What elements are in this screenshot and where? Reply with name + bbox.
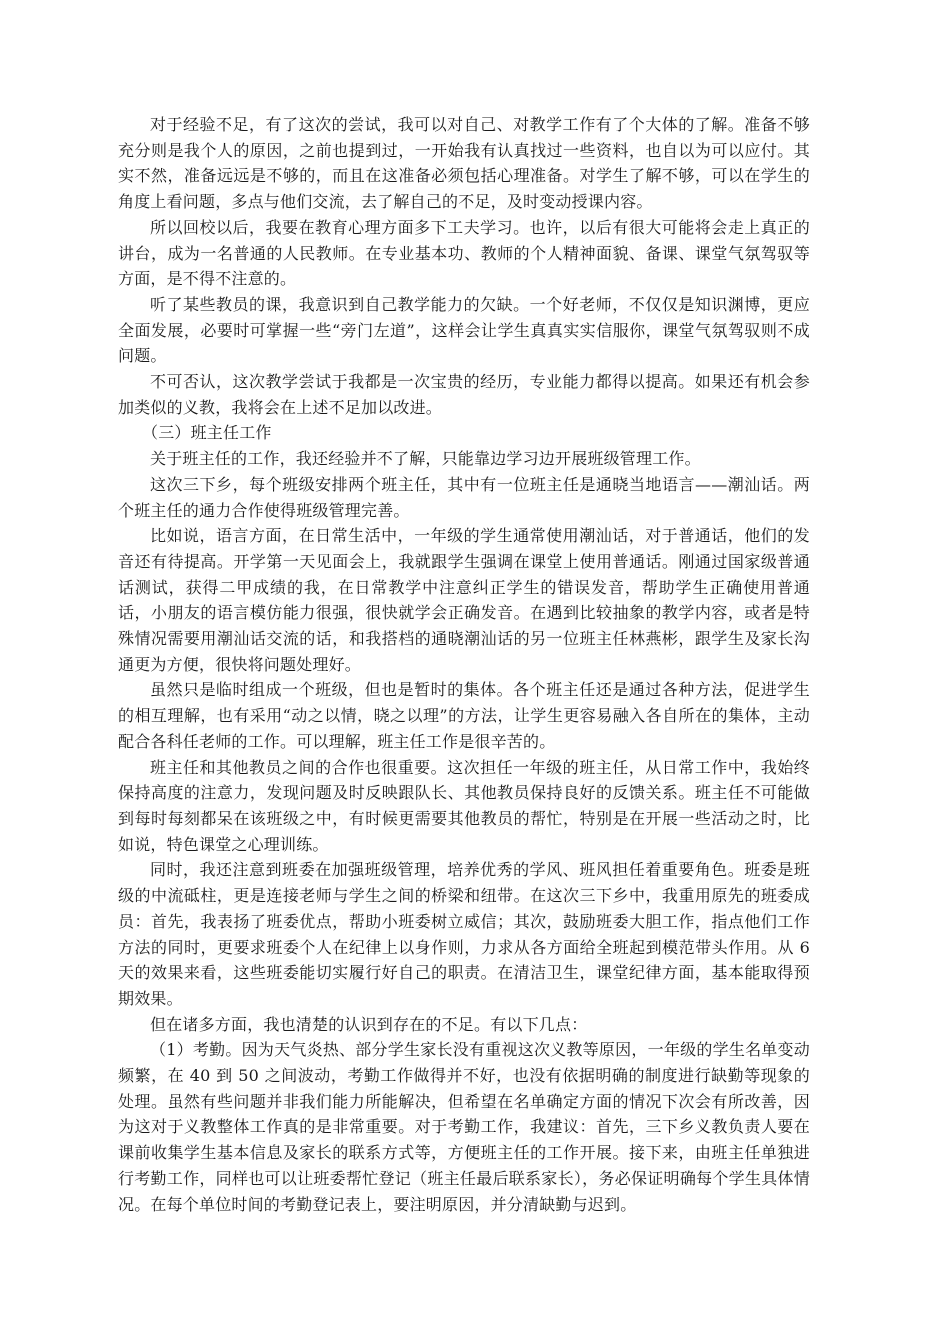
paragraph: 不可否认，这次教学尝试于我都是一次宝贵的经历，专业能力都得以提高。如果还有机会参加类似的义教，我将会在上述不足加以改进。 [118, 372, 810, 417]
paragraph: 这次三下乡，每个班级安排两个班主任，其中有一位班主任是通晓当地语言——潮汕话。两个班主任的通力合作使得班级管理完善。 [118, 474, 810, 520]
paragraph: （1）考勤。因为天气炎热、部分学生家长没有重视这次义教等原因，一年级的学生名单变动频繁，在 40 到 50 之间波动，考勤工作做得并不好，也没有依据明确的制度进行缺勤等现象的处理。虽然有些问题并非我们能力所能解决，但希望在名单确定方面的情况下次会有所改善，因为这对于义教整体工作真的是非常重要。对于考勤工作，我建议：首先，三下乡义教负责人要在课前收集学生基本信息及家长的联系方式等，方便班主任的工作开展。接下来，由班主任单独进行考勤工作，同样也可以让班委帮忙登记（班主任最后联系家长），务必保证明确每个学生具体情况。在每个单位时间的考勤登记表上，要注明原因，并分清缺勤与迟到。 [118, 1040, 810, 1214]
paragraph: 所以回校以后，我要在教育心理方面多下工夫学习。也许，以后有很大可能将会走上真正的讲台，成为一名普通的人民教师。在专业基本功、教师的个人精神面貌、备课、课堂气氛驾驭等方面，是不得不注意的。 [118, 217, 810, 289]
paragraph: 关于班主任的工作，我还经验并不了解，只能靠边学习边开展班级管理工作。 [150, 449, 701, 469]
paragraph: 对于经验不足，有了这次的尝试，我可以对自己、对教学工作有了个大体的了解。准备不够充分则是我个人的原因，之前也提到过，一开始我有认真找过一些资料，也自以为可以应付。其实不然，准备远远是不够的，而且在这准备必须包括心理准备。对学生了解不够，可以在学生的角度上看问题，多点与他们交流，去了解自己的不足，及时变动授课内容。 [118, 115, 810, 212]
document-body [118, 112, 810, 1217]
paragraph: 班主任和其他教员之间的合作也很重要。这次担任一年级的班主任，从日常工作中，我始终保持高度的注意力，发现问题及时反映跟队长、其他教员保持良好的反馈关系。班主任不可能做到每时每刻都呆在该班级之中，有时候更需要其他教员的帮忙，特别是在开展一些活动之时，比如说，特色课堂之心理训练。 [118, 757, 810, 854]
paragraph: 比如说，语言方面，在日常生活中，一年级的学生通常使用潮汕话，对于普通话，他们的发音还有待提高。开学第一天见面会上，我就跟学生强调在课堂上使用普通话。刚通过国家级普通话测试，获得二甲成绩的我，在日常教学中注意纠正学生的错误发音，帮助学生正确使用普通话，小朋友的语言模仿能力很强，很快就学会正确发音。在遇到比较抽象的教学内容，或者是特殊情况需要用潮汕话交流的话，和我搭档的通晓潮汕话的另一位班主任林燕彬，跟学生及家长沟通更为方便，很快将问题处理好。 [118, 526, 810, 674]
paragraph: 但在诸多方面，我也清楚的认识到存在的不足。有以下几点： [150, 1014, 588, 1034]
paragraph: 同时，我还注意到班委在加强班级管理，培养优秀的学风、班风担任着重要角色。班委是班级的中流砥柱，更是连接老师与学生之间的桥梁和纽带。在这次三下乡中，我重用原先的班委成员：首先，我表扬了班委优点，帮助小班委树立威信；其次，鼓励班委大胆工作，指点他们工作方法的同时，更要求班委个人在纪律上以身作则，力求从各方面给全班起到模范带头作用。从 6 天的效果来看，这些班委能切实履行好自己的职责。在清洁卫生，课堂纪律方面，基本能取得预期效果。 [118, 860, 810, 1008]
paragraph: 虽然只是临时组成一个班级，但也是暂时的集体。各个班主任还是通过各种方法，促进学生的相互理解，也有采用“动之以情，晓之以理”的方法，让学生更容易融入各自所在的集体，主动配合各科任老师的工作。可以理解，班主任工作是很辛苦的。 [118, 680, 810, 751]
section-heading: （三）班主任工作 [142, 423, 272, 443]
paragraph: 听了某些教员的课，我意识到自己教学能力的欠缺。一个好老师，不仅仅是知识渊博，更应全面发展，必要时可掌握一些“旁门左道”，这样会让学生真真实实信服你，课堂气氛驾驭则不成问题。 [118, 294, 810, 366]
